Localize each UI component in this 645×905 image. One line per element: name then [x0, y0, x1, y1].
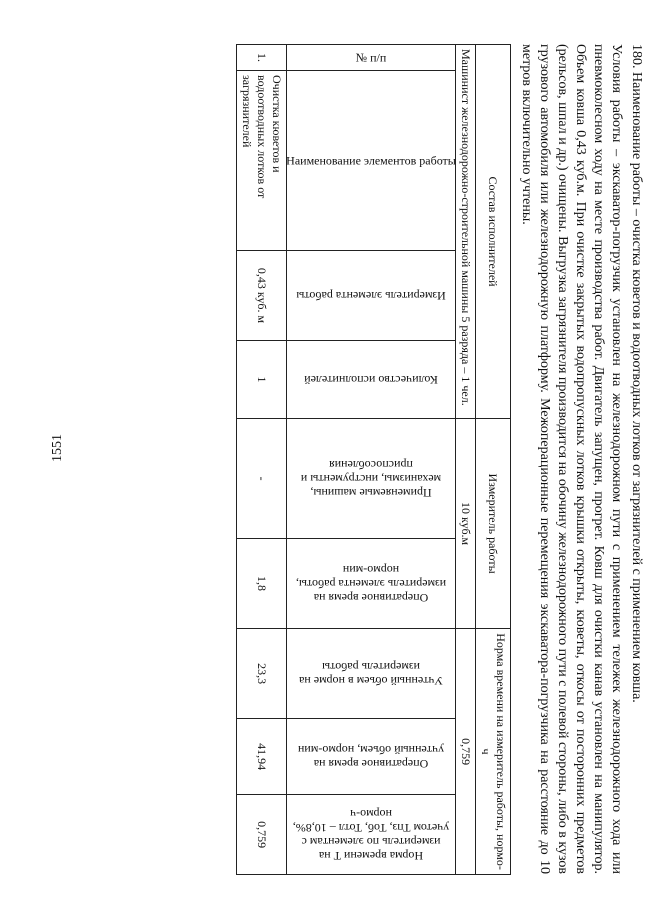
col-header-no-text: № п/п: [355, 50, 387, 64]
col-header-volume-text: Учтенный объем в норме на измеритель работы: [299, 659, 443, 688]
col-header-name: [287, 71, 456, 251]
work-conditions: Условия работы – экскаватор-погрузчик установлен на железнодорожном пути с применением тележек железнодорожного хода или пневмоколесном ходу на месте производства работ. Двигатель запущен, прогрет. Ковш для очистки канав установлен на манипулятор. Объем ковша 0,43 куб.м. При очистке закрытых водопропускных лотков крышки открыты, кюветы, откосы от посторонних предметов (рельсов, шпал и др.) очищены. Выгрузка загрязнителя производится на обочину железнодорожного пути с полевой стороны, либо в кузов грузового автомобиля или железнодорожную платформу. Межоперационные перемещения экскаватора-погрузчика на расстояние до 10 метров включительно учтены.: [519, 44, 624, 874]
table-header-row-1: [476, 45, 511, 875]
col-header-norm: [287, 795, 456, 875]
table-header-row-2: [456, 45, 476, 875]
col-header-name-text: Наименование элементов работы: [286, 153, 456, 167]
row-machines: -: [237, 419, 287, 539]
row-volume: 23,3: [237, 629, 287, 719]
header-meter: Измеритель работы: [476, 419, 511, 629]
row-workers: 1: [237, 341, 287, 419]
col-header-norm-text: Норма времени Т на измеритель по элементам с учетом Тпз, Тоб, Тотл – 10,8%, нормо-ч: [292, 806, 450, 863]
col-header-op-total: [287, 719, 456, 795]
col-header-op-time: [287, 539, 456, 629]
col-header-unit: [287, 251, 456, 341]
table-header-row-3: [287, 45, 456, 875]
col-header-op-total-text: Оперативное время на учтенный объем, нормо-мин: [297, 742, 445, 771]
col-header-unit-text: Измеритель элемента работы: [296, 288, 446, 303]
row-norm: 0,759: [237, 795, 287, 875]
row-unit: 0,43 куб. м: [237, 251, 287, 341]
row-no: 1.: [237, 45, 287, 71]
col-header-volume: [287, 629, 456, 719]
col-header-op-time-text: Оперативное время на измеритель элемента работы, нормо-мин: [295, 562, 447, 605]
row-op-total: 41,94: [237, 719, 287, 795]
col-header-workers: [287, 341, 456, 419]
page-number: 1551: [50, 434, 65, 462]
norm-table: [236, 44, 511, 875]
row-op-time: 1,8: [237, 539, 287, 629]
header-crew: Состав исполнителей: [476, 45, 511, 419]
col-header-workers-text: Количество исполнителей: [304, 372, 438, 387]
header-norm: Норма времени на измеритель работы, нормо-ч: [476, 629, 511, 875]
document-body: [85, 44, 645, 874]
table-row: [237, 45, 287, 875]
crew-value: Машинист железнодорожно-строительной машины 5 разряда – 1 чел.: [456, 45, 476, 419]
col-header-machines: [287, 419, 456, 539]
col-header-no: [287, 45, 456, 71]
norm-value: 0,759: [456, 629, 476, 875]
col-header-machines-text: Применяемые машины, механизмы, инструменты и приспособления: [300, 457, 442, 500]
meter-value: 10 куб.м: [456, 419, 476, 629]
work-heading: 180. Наименование работы – очистка кюветов и водоотводных лотков от загрязнителей с применением ковша.: [629, 44, 644, 703]
row-name: Очистка кюветов и водоотводных лотков от загрязнителей: [237, 71, 287, 251]
